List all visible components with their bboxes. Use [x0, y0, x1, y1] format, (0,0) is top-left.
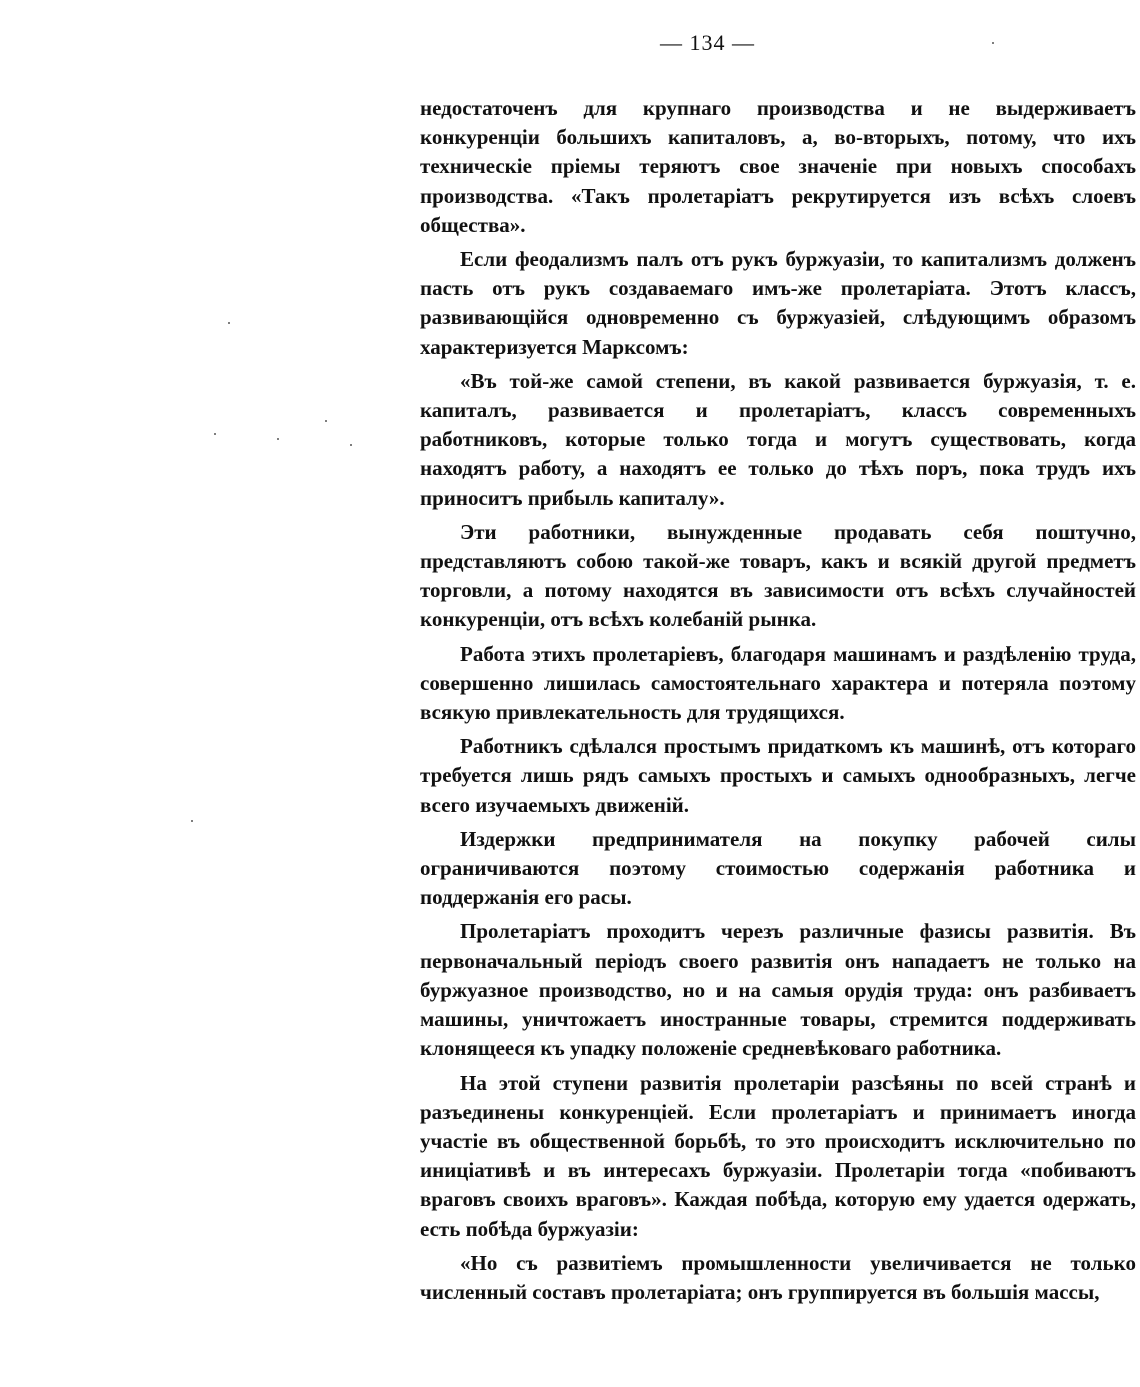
scan-speck [350, 444, 352, 446]
scan-speck [191, 820, 193, 822]
paragraph: Издержки предпринимателя на покупку рабочей силы ограничиваются поэтому стоимостью содержанія работника и поддержанія его расы. [420, 826, 1136, 910]
paragraph: Работа этихъ пролетаріевъ, благодаря машинамъ и раздѣленію труда, совершенно лишилась самостоятельнаго характера и потеряла поэтому всякую привлекательность для трудящихся. [420, 641, 1136, 725]
scan-speck [277, 438, 279, 440]
page-number: — 134 — [660, 30, 755, 55]
scan-speck [992, 42, 994, 44]
paragraph-quote: «Но съ развитіемъ промышленности увеличивается не только численный составъ пролетаріата; онъ группируется въ большія массы, [420, 1250, 1136, 1304]
paragraph-continued: недостаточенъ для крупнаго производства и не выдерживаетъ конкуренціи большихъ капиталовъ, а, во-вторыхъ, потому, что ихъ техническіе пріемы теряютъ свое значеніе при новыхъ способахъ производства. «Такъ пролетаріатъ рекрутируется изъ всѣхъ слоевъ общества». [420, 96, 1136, 237]
paragraph: Пролетаріатъ проходитъ черезъ различные фазисы развитія. Въ первоначальный періодъ своего развитія онъ нападаетъ не только на буржуазное производство, но и на самыя орудія труда: онъ разбиваетъ машины, уничтожаетъ иностранные товары, стремится поддерживать клонящееся къ упадку положеніе средневѣковаго работника. [420, 919, 1136, 1061]
scan-speck [325, 420, 327, 422]
paragraph: Работникъ сдѣлался простымъ придаткомъ къ машинѣ, отъ котораго требуется лишь рядъ самыхъ простыхъ и самыхъ однообразныхъ, легче всего изучаемыхъ движеній. [420, 734, 1136, 817]
paragraph: На этой ступени развитія пролетаріи разсѣяны по всей странѣ и разъединены конкуренціей. Если пролетаріатъ и принимаетъ иногда участіе въ общественной борьбѣ, то это происходитъ исключительно по иниціативѣ и въ интересахъ буржуазіи. Пролетаріи тогда «побиваютъ враговъ своихъ враговъ». Каждая побѣда, которую ему удается одержать, есть побѣда буржуазіи: [420, 1070, 1136, 1241]
body-text [420, 94, 1136, 1307]
paragraph: Эти работники, вынужденные продавать себя поштучно, представляютъ собою такой-же товаръ, какъ и всякій другой предметъ торговли, а потому находятся въ зависимости отъ всѣхъ случайностей конкуренціи, отъ всѣхъ колебаній рынка. [420, 519, 1136, 632]
scan-speck [228, 322, 230, 324]
scan-speck [214, 433, 216, 435]
paragraph: Если феодализмъ палъ отъ рукъ буржуазіи, то капитализмъ долженъ пасть отъ рукъ создаваемаго имъ-же пролетаріата. Этотъ классъ, развивающійся одновременно съ буржуазіей, слѣдующимъ образомъ характеризуется Марксомъ: [420, 247, 1136, 359]
paragraph-quote: «Въ той-же самой степени, въ какой развивается буржуазія, т. е. капиталъ, развивается и пролетаріатъ, классъ современныхъ работниковъ, которые только тогда и могутъ существовать, когда находятъ работу, а находятъ ее только до тѣхъ поръ, пока трудъ ихъ приноситъ прибыль капиталу». [420, 368, 1136, 510]
